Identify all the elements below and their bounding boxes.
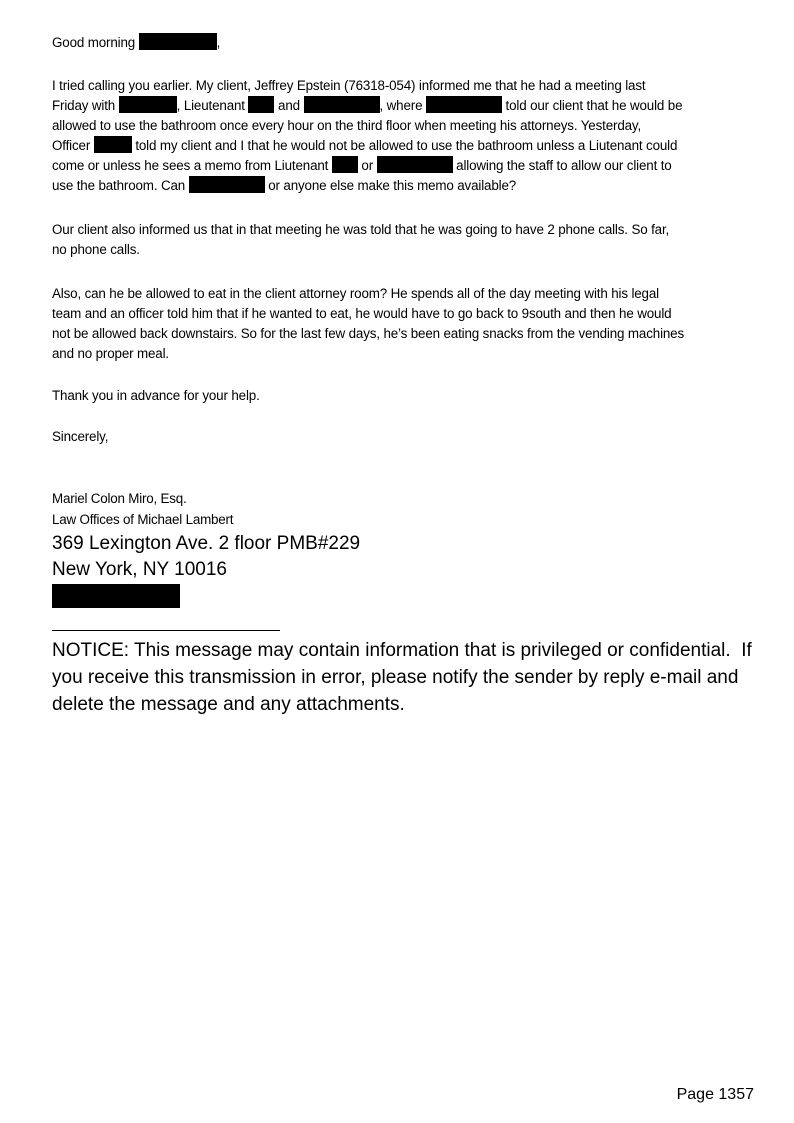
confidentiality-notice (52, 637, 772, 718)
signature-name: Mariel Colon Miro, Esq. (52, 491, 187, 506)
paragraph-1-line-6 (52, 176, 752, 196)
text-fragment: told our client that he would be (505, 98, 683, 113)
text-fragment: or anyone else make this memo available? (268, 178, 517, 193)
redaction-box (426, 96, 502, 113)
text-fragment: and (278, 98, 300, 113)
redaction-box (52, 584, 180, 608)
paragraph-3 (52, 284, 752, 364)
paragraph-3-line-2: team and an officer told him that if he wanted to eat, he would have to go back to 9south and then he would (52, 306, 672, 321)
paragraph-3-line-4: and no proper meal. (52, 346, 169, 361)
text-fragment: , where (379, 98, 423, 113)
paragraph-2 (52, 220, 752, 260)
text-fragment: allowing the staff to allow our client to (456, 158, 672, 173)
paragraph-3-line-1: Also, can he be allowed to eat in the client attorney room? He spends all of the day meeting with his legal (52, 286, 659, 301)
redaction-box (377, 156, 453, 173)
closing-line: Sincerely, (52, 429, 109, 444)
redaction-box (304, 96, 380, 113)
redaction-box (139, 33, 217, 50)
greeting-text: Good morning (52, 35, 136, 50)
redaction-box (332, 156, 358, 173)
text-fragment: Friday with (52, 98, 116, 113)
paragraph-2-line-1: Our client also informed us that in that meeting he was told that he was going to have 2 phone calls. So far, (52, 222, 670, 237)
greeting-line (52, 33, 752, 53)
text-fragment: or (361, 158, 373, 173)
paragraph-1-line-4 (52, 136, 752, 156)
redaction-box (248, 96, 274, 113)
text-fragment: come or unless he sees a memo from Liutenant (52, 158, 329, 173)
text-fragment: told my client and I that he would not be allowed to use the bathroom unless a Liutenant could (135, 138, 678, 153)
thanks-line: Thank you in advance for your help. (52, 388, 260, 403)
paragraph-1-line-2 (52, 96, 752, 116)
greeting-suffix: , (216, 35, 221, 50)
text-fragment: use the bathroom. Can (52, 178, 186, 193)
page-number: Page 1357 (676, 1086, 754, 1103)
signature-address-line-2: New York, NY 10016 (52, 559, 227, 580)
notice-line-3: delete the message and any attachments. (52, 694, 405, 715)
paragraph-1-line-3: allowed to use the bathroom once every hour on the third floor when meeting his attorneys. Yesterday, (52, 118, 642, 133)
paragraph-1 (52, 76, 752, 196)
paragraph-2-line-2: no phone calls. (52, 242, 140, 257)
signature-firm: Law Offices of Michael Lambert (52, 512, 234, 527)
paragraph-1-line-5 (52, 156, 752, 176)
divider-line (52, 630, 280, 631)
notice-line-1: NOTICE: This message may contain information that is privileged or confidential. If (52, 640, 752, 661)
text-fragment: , Lieutenant (176, 98, 245, 113)
paragraph-3-line-3: not be allowed back downstairs. So for the last few days, he’s been eating snacks from the vending machines (52, 326, 685, 341)
notice-line-2: you receive this transmission in error, please notify the sender by reply e-mail and (52, 667, 739, 688)
redaction-box (189, 176, 265, 193)
redaction-box (94, 136, 132, 153)
paragraph-1-line-1: I tried calling you earlier. My client, Jeffrey Epstein (76318-054) informed me that he had a meeting last (52, 78, 646, 93)
greeting (52, 33, 752, 53)
text-fragment: Officer (52, 138, 91, 153)
signature-address-line-1: 369 Lexington Ave. 2 floor PMB#229 (52, 533, 361, 554)
redaction-box (119, 96, 177, 113)
